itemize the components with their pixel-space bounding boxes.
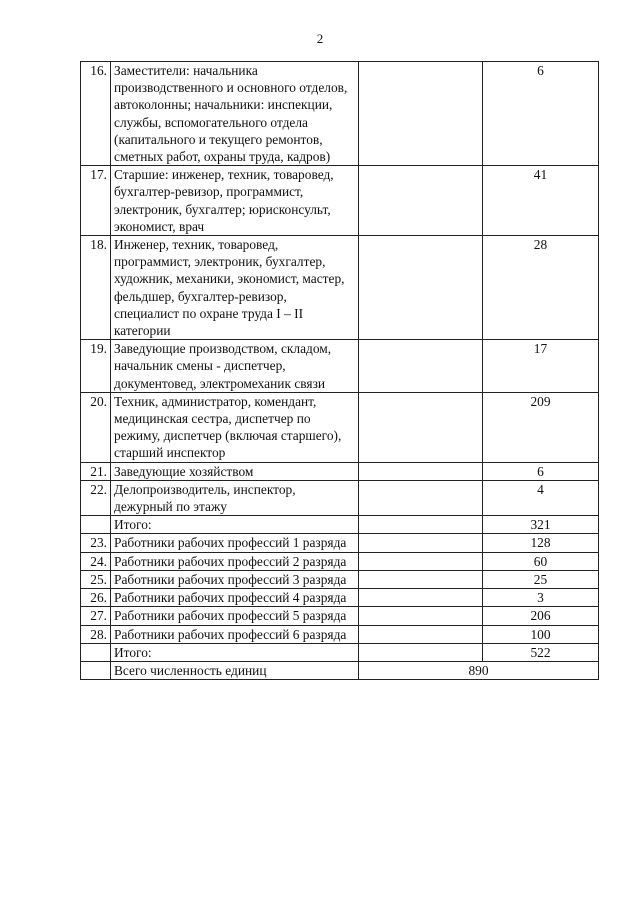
row-number: 27. [81, 607, 111, 625]
row-count: 100 [483, 625, 599, 643]
row-position: Работники рабочих профессий 3 разряда [111, 570, 359, 588]
row-position: Делопроизводитель, инспектор, дежурный по этажу [111, 480, 359, 515]
row-number: 23. [81, 534, 111, 552]
row-number [81, 516, 111, 534]
row-position: Старшие: инженер, техник, товаровед, бухгалтер-ревизор, программист, электроник, бухгалтер; юрисконсульт, экономист, врач [111, 166, 359, 236]
grand-total-row [81, 661, 599, 679]
table-row [81, 62, 599, 166]
row-empty-cell [359, 392, 483, 462]
row-empty-cell [359, 516, 483, 534]
row-count: 209 [483, 392, 599, 462]
row-number: 19. [81, 340, 111, 393]
row-empty-cell [359, 534, 483, 552]
row-count: 6 [483, 62, 599, 166]
table-row [81, 625, 599, 643]
row-empty-cell [359, 236, 483, 340]
row-count: 3 [483, 589, 599, 607]
row-position: Заведующие производством, складом, начальник смены - диспетчер, документовед, электромеханик связи [111, 340, 359, 393]
grand-total-label: Всего численность единиц [111, 661, 359, 679]
row-empty-cell [359, 643, 483, 661]
row-position: Работники рабочих профессий 4 разряда [111, 589, 359, 607]
row-position: Заместители: начальника производственного и основного отделов, автоколонны; начальники: инспекции, службы, вспомогательного отдела (капитального и текущего ремонтов, сметных работ, охраны труда, кадров) [111, 62, 359, 166]
row-number: 21. [81, 462, 111, 480]
row-empty-cell [359, 462, 483, 480]
table-row [81, 589, 599, 607]
row-number: 25. [81, 570, 111, 588]
row-empty-cell [359, 166, 483, 236]
row-position: Инженер, техник, товаровед, программист, электроник, бухгалтер, художник, механики, экономист, мастер, фельдшер, бухгалтер-ревизор, специалист по охране труда I – II категории [111, 236, 359, 340]
row-empty-cell [359, 607, 483, 625]
table-row [81, 462, 599, 480]
row-count: 128 [483, 534, 599, 552]
table-row [81, 166, 599, 236]
table-row [81, 480, 599, 515]
row-number: 24. [81, 552, 111, 570]
row-count: 4 [483, 480, 599, 515]
row-number: 26. [81, 589, 111, 607]
row-empty-cell [359, 570, 483, 588]
row-count: 41 [483, 166, 599, 236]
row-number: 20. [81, 392, 111, 462]
page-number: 2 [316, 31, 324, 46]
row-number: 17. [81, 166, 111, 236]
table-row [81, 643, 599, 661]
row-number: 22. [81, 480, 111, 515]
row-empty-cell [359, 552, 483, 570]
table-body [81, 62, 599, 662]
table-row [81, 607, 599, 625]
table-row [81, 392, 599, 462]
row-position: Работники рабочих профессий 5 разряда [111, 607, 359, 625]
row-count: 206 [483, 607, 599, 625]
table-row [81, 570, 599, 588]
table-row [81, 340, 599, 393]
row-position: Техник, администратор, комендант, медицинская сестра, диспетчер по режиму, диспетчер (включая старшего), старший инспектор [111, 392, 359, 462]
row-number: 16. [81, 62, 111, 166]
row-position: Итого: [111, 643, 359, 661]
row-count: 321 [483, 516, 599, 534]
table-row [81, 534, 599, 552]
row-position: Работники рабочих профессий 1 разряда [111, 534, 359, 552]
row-number: 28. [81, 625, 111, 643]
row-empty-cell [359, 340, 483, 393]
row-empty-cell [359, 589, 483, 607]
row-position: Итого: [111, 516, 359, 534]
row-count: 60 [483, 552, 599, 570]
row-count: 522 [483, 643, 599, 661]
grand-total-value: 890 [359, 661, 599, 679]
row-number [81, 643, 111, 661]
row-position: Работники рабочих профессий 2 разряда [111, 552, 359, 570]
grand-total-num [81, 661, 111, 679]
staff-table [80, 61, 599, 680]
row-count: 28 [483, 236, 599, 340]
row-position: Работники рабочих профессий 6 разряда [111, 625, 359, 643]
row-count: 6 [483, 462, 599, 480]
row-count: 17 [483, 340, 599, 393]
row-empty-cell [359, 480, 483, 515]
row-number: 18. [81, 236, 111, 340]
table-row [81, 516, 599, 534]
row-position: Заведующие хозяйством [111, 462, 359, 480]
table-row [81, 236, 599, 340]
row-empty-cell [359, 62, 483, 166]
table-row [81, 552, 599, 570]
row-empty-cell [359, 625, 483, 643]
row-count: 25 [483, 570, 599, 588]
